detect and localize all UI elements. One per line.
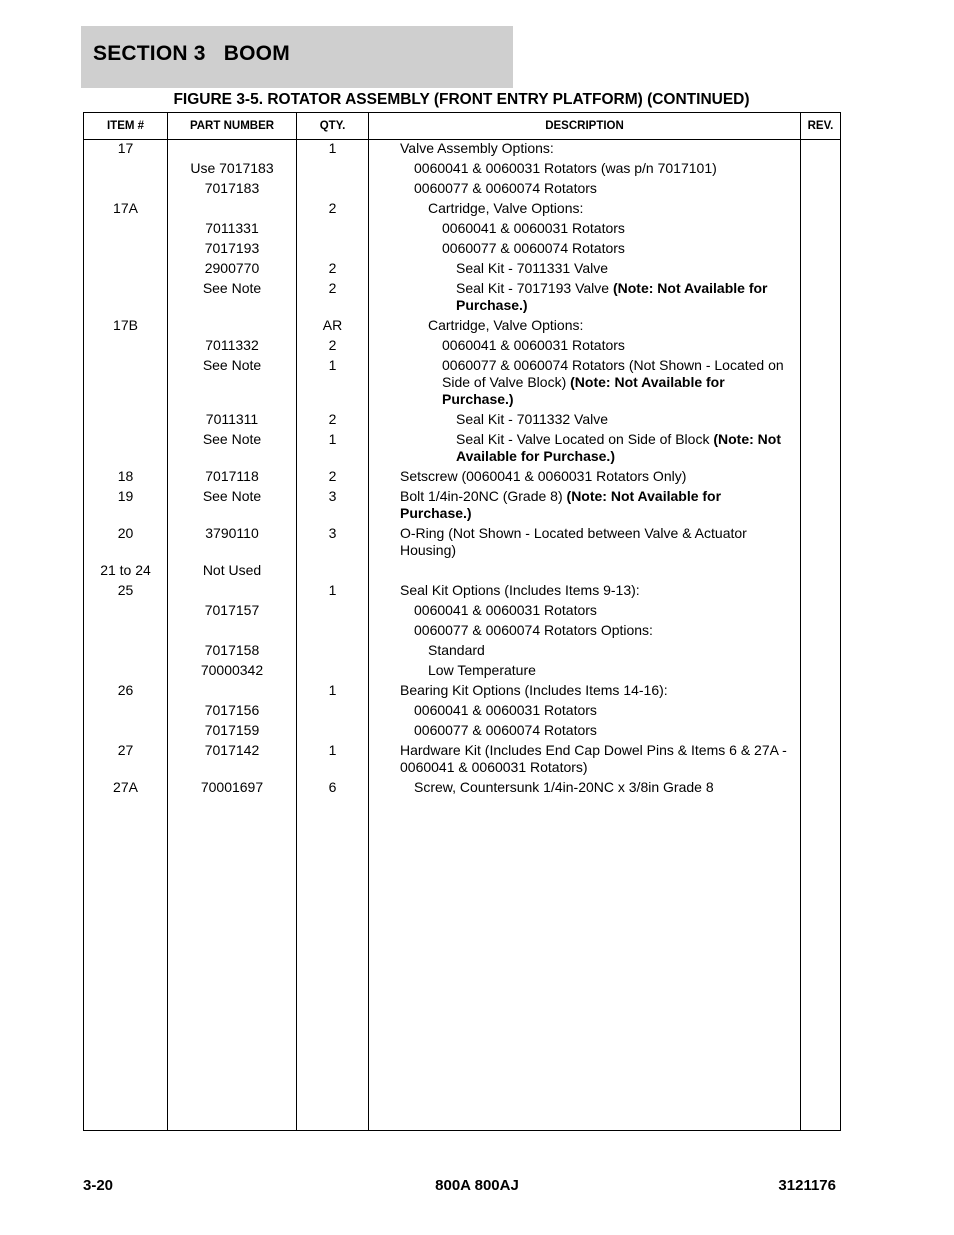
table-row bbox=[84, 719, 840, 739]
description bbox=[400, 180, 790, 197]
quantity: 2 bbox=[328, 280, 337, 296]
description-text: 0060041 & 0060031 Rotators bbox=[442, 220, 625, 236]
item-number: 27 bbox=[117, 742, 134, 758]
description-text: Seal Kit - 7017193 Valve bbox=[456, 280, 613, 296]
quantity: 2 bbox=[328, 468, 337, 484]
part-number: 7011332 bbox=[205, 337, 259, 353]
table-row bbox=[84, 522, 840, 559]
table-row bbox=[84, 217, 840, 237]
description bbox=[400, 317, 790, 334]
part-number: 3790110 bbox=[205, 525, 259, 541]
part-number: 7017118 bbox=[205, 468, 259, 484]
table-row bbox=[84, 776, 840, 796]
description bbox=[400, 662, 790, 679]
description bbox=[400, 562, 790, 579]
quantity: 6 bbox=[328, 779, 337, 795]
quantity: 2 bbox=[328, 260, 337, 276]
part-number: See Note bbox=[202, 488, 262, 504]
description-text: Seal Kit - 7011332 Valve bbox=[456, 411, 609, 427]
description-text: Standard bbox=[428, 642, 485, 658]
description bbox=[400, 722, 790, 739]
description bbox=[400, 622, 790, 639]
description bbox=[400, 488, 790, 522]
item-number: 19 bbox=[117, 488, 134, 504]
quantity: AR bbox=[322, 317, 343, 333]
header-rev: REV. bbox=[807, 120, 834, 132]
description-text: 0060077 & 0060074 Rotators bbox=[442, 240, 625, 256]
description-text: O-Ring (Not Shown - Located between Valve & Actuator Housing) bbox=[400, 525, 747, 558]
description-text: Bolt 1/4in-20NC (Grade 8) bbox=[400, 488, 567, 504]
header-qty: QTY. bbox=[319, 120, 346, 132]
table-row bbox=[84, 428, 840, 465]
table-row bbox=[84, 579, 840, 599]
quantity: 1 bbox=[328, 682, 337, 698]
item-number: 25 bbox=[117, 582, 134, 598]
table-header bbox=[84, 113, 840, 140]
footer-doc-number: 3121176 bbox=[778, 1177, 836, 1194]
description bbox=[400, 642, 790, 659]
description bbox=[400, 357, 790, 408]
description-text: Bearing Kit Options (Includes Items 14-16): bbox=[400, 682, 668, 698]
quantity: 2 bbox=[328, 411, 337, 427]
figure-title: FIGURE 3-5. ROTATOR ASSEMBLY (FRONT ENTRY PLATFORM) (CONTINUED) bbox=[173, 91, 750, 108]
description bbox=[400, 240, 790, 257]
description bbox=[400, 337, 790, 354]
description-note: (Note: Not Available for Purchase.) bbox=[456, 431, 781, 464]
item-number: 21 to 24 bbox=[100, 562, 151, 578]
part-number: 7017183 bbox=[204, 180, 260, 196]
description-text: 0060077 & 0060074 Rotators bbox=[414, 180, 597, 196]
section-title: SECTION 3 BOOM bbox=[93, 42, 290, 65]
page-number: 3-20 bbox=[83, 1177, 114, 1194]
item-number: 27A bbox=[113, 779, 138, 795]
description-text: Cartridge, Valve Options: bbox=[428, 317, 584, 333]
quantity: 1 bbox=[328, 357, 337, 373]
section-banner bbox=[81, 26, 513, 88]
header-description: DESCRIPTION bbox=[545, 120, 624, 132]
description bbox=[400, 682, 790, 699]
quantity: 1 bbox=[328, 140, 337, 156]
description-text: 0060077 & 0060074 Rotators (Not Shown - Located on Side of Valve Block) bbox=[442, 357, 784, 390]
table-row bbox=[84, 699, 840, 719]
table-row bbox=[84, 237, 840, 257]
quantity: 2 bbox=[328, 337, 337, 353]
item-number: 26 bbox=[117, 682, 134, 698]
part-number: 70000342 bbox=[200, 662, 264, 678]
description-note: (Note: Not Available for Purchase.) bbox=[442, 374, 725, 407]
table-row bbox=[84, 679, 840, 699]
parts-table bbox=[83, 112, 841, 1131]
description bbox=[400, 140, 790, 157]
part-number: See Note bbox=[202, 431, 262, 447]
table-row bbox=[84, 334, 840, 354]
table-row bbox=[84, 739, 840, 776]
table-row bbox=[84, 465, 840, 485]
quantity: 1 bbox=[328, 582, 337, 598]
description-text: Setscrew (0060041 & 0060031 Rotators Only) bbox=[400, 468, 687, 484]
quantity: 2 bbox=[328, 200, 337, 216]
description bbox=[400, 602, 790, 619]
description bbox=[400, 582, 790, 599]
part-number: 2900770 bbox=[204, 260, 260, 276]
item-number: 17A bbox=[113, 200, 138, 216]
table-row bbox=[84, 408, 840, 428]
header-part-number: PART NUMBER bbox=[189, 120, 275, 132]
table-row bbox=[84, 659, 840, 679]
description-text: Hardware Kit (Includes End Cap Dowel Pins & Items 6 & 27A - 0060041 & 0060031 Rotators) bbox=[400, 742, 787, 775]
part-number: Use 7017183 bbox=[190, 160, 274, 176]
part-number: 70001697 bbox=[200, 779, 264, 795]
part-number: See Note bbox=[202, 357, 262, 373]
quantity: 3 bbox=[328, 488, 337, 504]
table-row bbox=[84, 140, 840, 157]
description-text: 0060077 & 0060074 Rotators Options: bbox=[414, 622, 653, 638]
table-row bbox=[84, 277, 840, 314]
item-number: 18 bbox=[117, 468, 134, 484]
table-row bbox=[84, 197, 840, 217]
table-row bbox=[84, 257, 840, 277]
description-text: 0060041 & 0060031 Rotators bbox=[414, 602, 597, 618]
part-number: 7017159 bbox=[204, 722, 260, 738]
description bbox=[400, 468, 790, 485]
description bbox=[400, 160, 790, 177]
description-text: Valve Assembly Options: bbox=[400, 140, 554, 156]
description-text: Low Temperature bbox=[428, 662, 536, 678]
description-text: Seal Kit - Valve Located on Side of Block bbox=[456, 431, 714, 447]
description-text: 0060041 & 0060031 Rotators bbox=[442, 337, 625, 353]
table-row bbox=[84, 177, 840, 197]
part-number: 7017142 bbox=[204, 742, 260, 758]
table-row bbox=[84, 639, 840, 659]
description-text: 0060041 & 0060031 Rotators (was p/n 7017101) bbox=[414, 160, 717, 176]
part-number: See Note bbox=[202, 280, 262, 296]
description bbox=[400, 220, 790, 237]
header-item: ITEM # bbox=[106, 120, 145, 132]
description bbox=[400, 742, 790, 776]
table-row bbox=[84, 599, 840, 619]
table-row bbox=[84, 354, 840, 408]
description bbox=[400, 280, 790, 314]
part-number: 7017157 bbox=[204, 602, 260, 618]
table-row bbox=[84, 157, 840, 177]
footer-model: 800A 800AJ bbox=[435, 1177, 519, 1194]
quantity: 3 bbox=[328, 525, 337, 541]
table-row bbox=[84, 559, 840, 579]
description bbox=[400, 260, 790, 277]
description-text: Seal Kit - 7011331 Valve bbox=[456, 260, 609, 276]
quantity: 1 bbox=[328, 431, 337, 447]
description-note: (Note: Not Available for Purchase.) bbox=[400, 488, 722, 521]
description-text: Screw, Countersunk 1/4in-20NC x 3/8in Grade 8 bbox=[414, 779, 714, 795]
description-text: Seal Kit Options (Includes Items 9-13): bbox=[400, 582, 640, 598]
description bbox=[400, 702, 790, 719]
table-body bbox=[84, 140, 840, 796]
description bbox=[400, 200, 790, 217]
description-note: (Note: Not Available for Purchase.) bbox=[456, 280, 768, 313]
description bbox=[400, 779, 790, 796]
part-number: 7017158 bbox=[204, 642, 260, 658]
description bbox=[400, 431, 790, 465]
description bbox=[400, 525, 790, 559]
item-number: 17B bbox=[113, 317, 138, 333]
part-number: 7017193 bbox=[204, 240, 260, 256]
description-text: Cartridge, Valve Options: bbox=[428, 200, 584, 216]
quantity: 1 bbox=[328, 742, 337, 758]
part-number: 7011331 bbox=[205, 220, 259, 236]
table-row bbox=[84, 485, 840, 522]
item-number: 20 bbox=[117, 525, 134, 541]
part-number: 7011311 bbox=[205, 411, 259, 427]
description-text: 0060041 & 0060031 Rotators bbox=[414, 702, 597, 718]
part-number: Not Used bbox=[202, 562, 262, 578]
table-row bbox=[84, 314, 840, 334]
item-number: 17 bbox=[117, 140, 134, 156]
table-row bbox=[84, 619, 840, 639]
description-text: 0060077 & 0060074 Rotators bbox=[414, 722, 597, 738]
part-number: 7017156 bbox=[204, 702, 260, 718]
description bbox=[400, 411, 790, 428]
